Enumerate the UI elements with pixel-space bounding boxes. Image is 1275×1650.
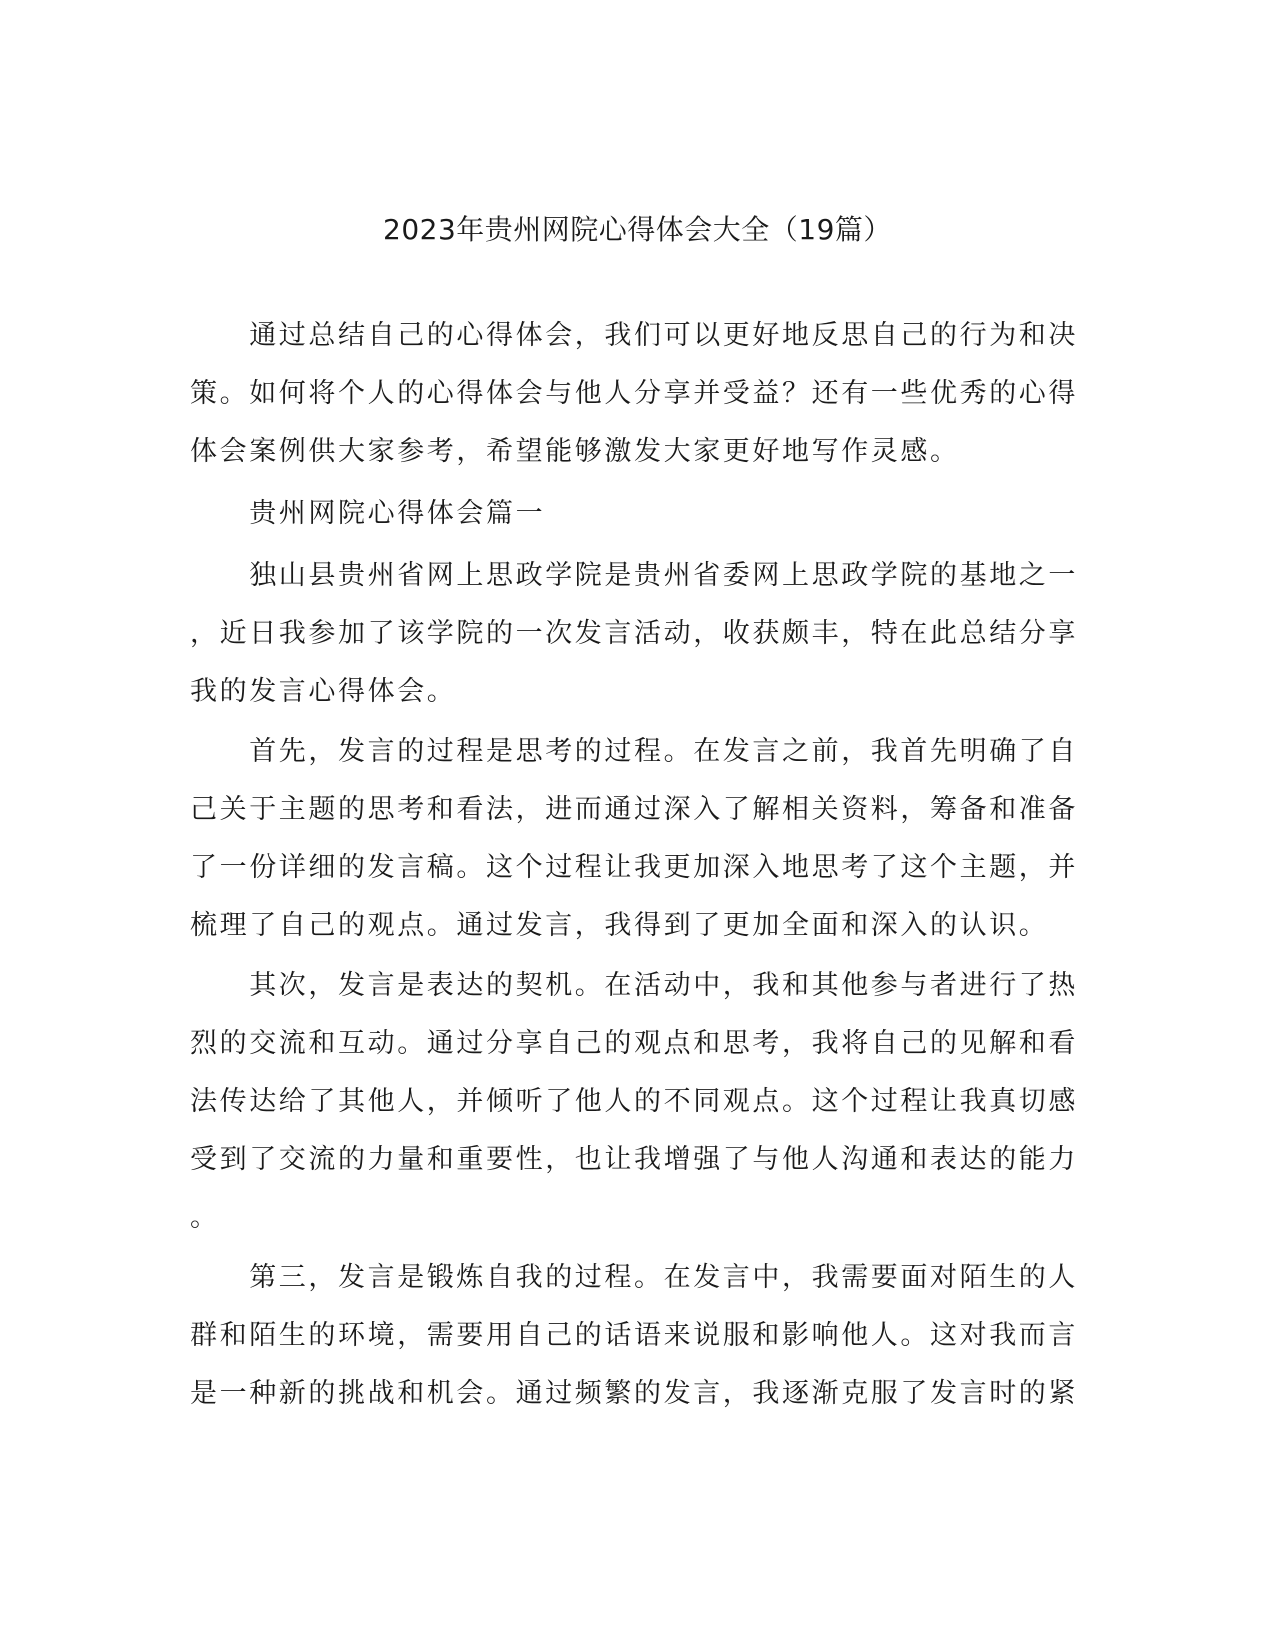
text-line: ，近日我参加了该学院的一次发言活动，收获颇丰，特在此总结分享 xyxy=(190,618,1078,649)
text-line: 首先，发言的过程是思考的过程。在发言之前，我首先明确了自 xyxy=(190,736,1078,767)
text-line: 策。如何将个人的心得体会与他人分享并受益？还有一些优秀的心得 xyxy=(190,378,1078,409)
text-line: 受到了交流的力量和重要性，也让我增强了与他人沟通和表达的能力 xyxy=(190,1144,1078,1175)
text-line: 体会案例供大家参考，希望能够激发大家更好地写作灵感。 xyxy=(190,436,960,467)
text-line: 我的发言心得体会。 xyxy=(190,676,457,707)
text-line: 己关于主题的思考和看法，进而通过深入了解相关资料，筹备和准备 xyxy=(190,794,1078,825)
text-line: 烈的交流和互动。通过分享自己的观点和思考，我将自己的见解和看 xyxy=(190,1028,1078,1059)
text-line: 通过总结自己的心得体会，我们可以更好地反思自己的行为和决 xyxy=(190,320,1078,351)
text-line: 独山县贵州省网上思政学院是贵州省委网上思政学院的基地之一 xyxy=(190,560,1078,591)
text-line: 是一种新的挑战和机会。通过频繁的发言，我逐渐克服了发言时的紧 xyxy=(190,1378,1078,1409)
text-line: 了一份详细的发言稿。这个过程让我更加深入地思考了这个主题，并 xyxy=(190,852,1078,883)
text-line: 其次，发言是表达的契机。在活动中，我和其他参与者进行了热 xyxy=(190,970,1078,1001)
text-line: 法传达给了其他人，并倾听了他人的不同观点。这个过程让我真切感 xyxy=(190,1086,1078,1117)
section-heading: 贵州网院心得体会篇一 xyxy=(190,498,546,529)
text-line: 群和陌生的环境，需要用自己的话语来说服和影响他人。这对我而言 xyxy=(190,1320,1078,1351)
text-line: 第三，发言是锻炼自我的过程。在发言中，我需要面对陌生的人 xyxy=(190,1262,1078,1293)
document-title: 2023年贵州网院心得体会大全（19篇） xyxy=(383,213,892,246)
text-line: 。 xyxy=(190,1202,220,1233)
text-line: 梳理了自己的观点。通过发言，我得到了更加全面和深入的认识。 xyxy=(190,910,1049,941)
